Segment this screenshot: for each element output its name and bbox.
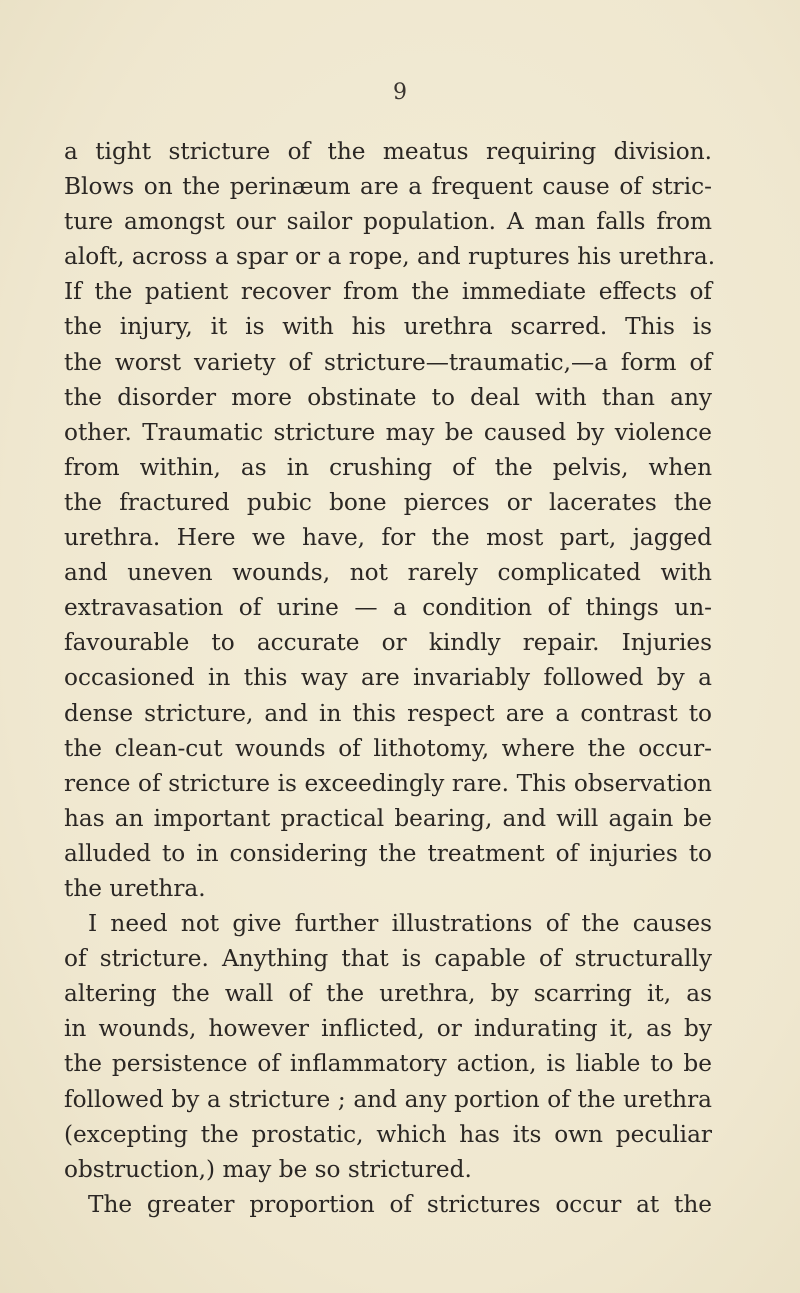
text-line: I need not give further illustrations of the causes	[88, 910, 712, 938]
text-line: followed by a stricture ; and any portion of the urethra	[64, 1085, 712, 1113]
text-line: in wounds, however inflicted, or indurating it, as by	[64, 1015, 712, 1043]
body-text	[64, 134, 716, 1222]
text-line: If the patient recover from the immediate effects of	[64, 278, 712, 306]
text-line: of stricture. Anything that is capable of structurally	[64, 945, 712, 973]
text-line: other. Traumatic stricture may be caused by violence	[64, 418, 712, 446]
text-line: the urethra.	[64, 874, 206, 902]
text-line: the disorder more obstinate to deal with than any	[64, 383, 712, 411]
text-line: the clean-cut wounds of lithotomy, where the occur-	[64, 734, 712, 762]
text-line: from within, as in crushing of the pelvis, when	[64, 453, 712, 481]
text-line: dense stricture, and in this respect are a contrast to	[64, 699, 712, 727]
page-number: 9	[393, 80, 407, 105]
text-line: a tight stricture of the meatus requiring division.	[64, 138, 712, 165]
text-line: has an important practical bearing, and will again be	[64, 804, 712, 832]
text-line: The greater proportion of strictures occur at the	[88, 1190, 712, 1218]
text-line: the injury, it is with his urethra scarred. This is	[64, 313, 712, 341]
text-line: the worst variety of stricture—traumatic,—a form of	[64, 348, 712, 376]
text-line: the persistence of inflammatory action, is liable to be	[64, 1050, 712, 1078]
text-line: favourable to accurate or kindly repair. Injuries	[64, 629, 712, 657]
text-line: ture amongst our sailor population. A man falls from	[64, 208, 712, 236]
text-line: urethra. Here we have, for the most part, jagged	[64, 524, 712, 552]
text-line: Blows on the perinæum are a frequent cause of stric-	[64, 173, 712, 201]
text-line: alluded to in considering the treatment of injuries to	[64, 839, 712, 867]
text-line: (excepting the prostatic, which has its own peculiar	[64, 1120, 712, 1148]
text-line: and uneven wounds, not rarely complicated with	[64, 559, 712, 587]
text-line: altering the wall of the urethra, by scarring it, as	[64, 980, 712, 1008]
text-line: extravasation of urine — a condition of things un-	[64, 594, 712, 622]
text-line: rence of stricture is exceedingly rare. This observation	[64, 769, 712, 797]
text-line: aloft, across a spar or a rope, and ruptures his urethra.	[64, 243, 716, 271]
text-line: obstruction,) may be so strictured.	[64, 1155, 472, 1183]
text-line: occasioned in this way are invariably followed by a	[64, 664, 712, 692]
text-line: the fractured pubic bone pierces or lacerates the	[64, 488, 712, 516]
